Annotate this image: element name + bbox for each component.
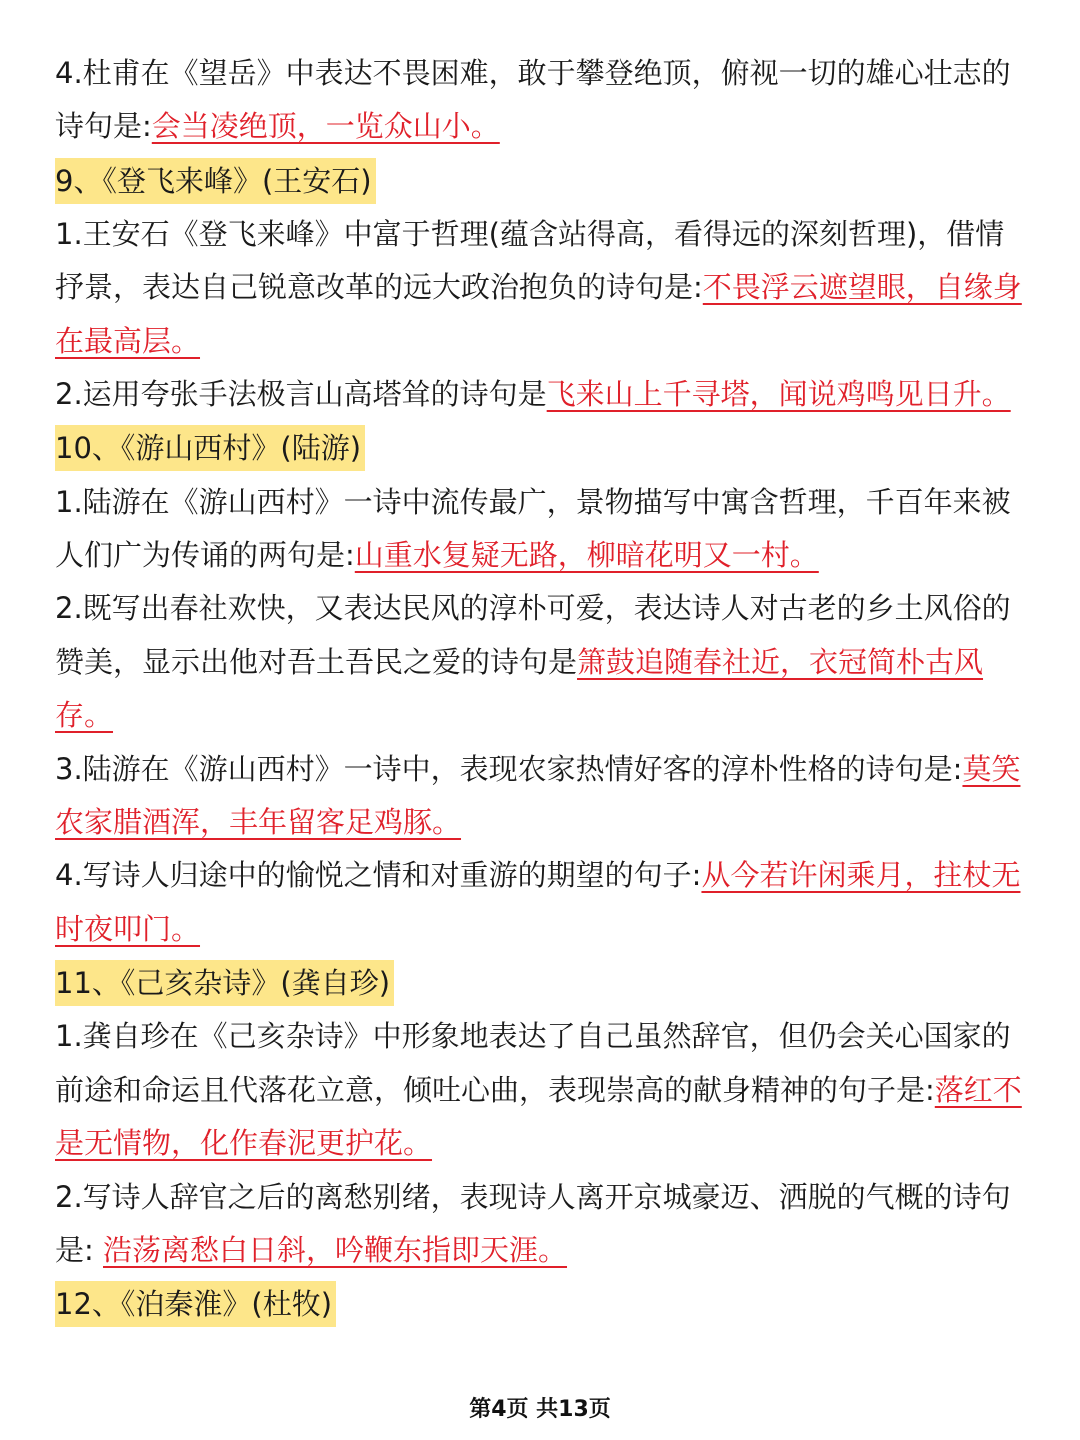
question-text: 2.既写出春社欢快，又表达民风的淳朴可爱，表达诗人对古老的乡土风俗的赞美，显示出他对吾土吾民之爱的诗句是 <box>55 591 1011 679</box>
question-text: 4.写诗人归途中的愉悦之情和对重游的期望的句子: <box>55 858 702 893</box>
question-item <box>55 1010 1030 1170</box>
section-heading-row <box>55 956 1030 1010</box>
question-item <box>55 476 1030 583</box>
section-heading: 9、《登飞来峰》(王安石) <box>55 158 376 204</box>
question-text: 1.陆游在《游山西村》一诗中流传最广，景物描写中寓含哲理，千百年来被人们广为传诵的两句是: <box>55 484 1011 573</box>
question-text: 3.陆游在《游山西村》一诗中，表现农家热情好客的淳朴性格的诗句是: <box>55 751 963 786</box>
question-text: 1.龚自珍在《己亥杂诗》中形象地表达了自己虽然辞官，但仍会关心国家的前途和命运且代落花立意，倾吐心曲，表现崇高的献身精神的句子是: <box>55 1019 1011 1107</box>
section-heading-row <box>55 1277 1030 1331</box>
question-item <box>55 208 1030 368</box>
question-item <box>55 47 1030 154</box>
question-text: 4.杜甫在《望岳》中表达不畏困难，敢于攀登绝顶，俯视一切的雄心壮志的诗句是: <box>55 56 1011 144</box>
answer-text: 会当凌绝顶，一览众山小。 <box>151 109 500 144</box>
answer-text: 山重水复疑无路，柳暗花明又一村。 <box>354 538 819 573</box>
section-heading: 11、《己亥杂诗》(龚自珍) <box>55 960 394 1006</box>
section-heading: 10、《游山西村》(陆游) <box>55 425 365 471</box>
answer-text: 浩荡离愁白日斜，吟鞭东指即天涯。 <box>103 1233 568 1267</box>
question-text: 2.写诗人辞官之后的离愁别绪，表现诗人离开京城豪迈、洒脱的气概的诗句是: <box>55 1179 1011 1267</box>
page-number: 第4页 共13页 <box>469 1397 611 1422</box>
question-item <box>55 368 1030 421</box>
question-item <box>55 582 1030 742</box>
answer-text: 从今若许闲乘月，拄杖无时夜叩门。 <box>55 858 1021 946</box>
question-text: 1.王安石《登飞来峰》中富于哲理(蕴含站得高，看得远的深刻哲理)，借情抒景，表达自己锐意改革的远大政治抱负的诗句是: <box>55 216 1005 305</box>
section-heading: 12、《泊秦淮》(杜牧) <box>55 1281 336 1327</box>
question-item <box>55 849 1030 956</box>
answer-text: 莫笑农家腊酒浑，丰年留客足鸡豚。 <box>55 751 1021 840</box>
question-text: 2.运用夸张手法极言山高塔耸的诗句是 <box>55 377 547 412</box>
answer-text: 箫鼓追随春社近，衣冠简朴古风存。 <box>55 644 984 733</box>
question-item <box>55 743 1030 850</box>
section-heading-row <box>55 422 1030 476</box>
document-body <box>55 47 1030 1332</box>
question-item <box>55 1171 1030 1278</box>
answer-text: 飞来山上千寻塔，闻说鸡鸣见日升。 <box>546 377 1011 412</box>
section-heading-row <box>55 154 1030 208</box>
answer-text: 落红不是无情物，化作春泥更护花。 <box>55 1072 1022 1161</box>
answer-text: 不畏浮云遮望眼，自缘身在最高层。 <box>55 270 1022 358</box>
